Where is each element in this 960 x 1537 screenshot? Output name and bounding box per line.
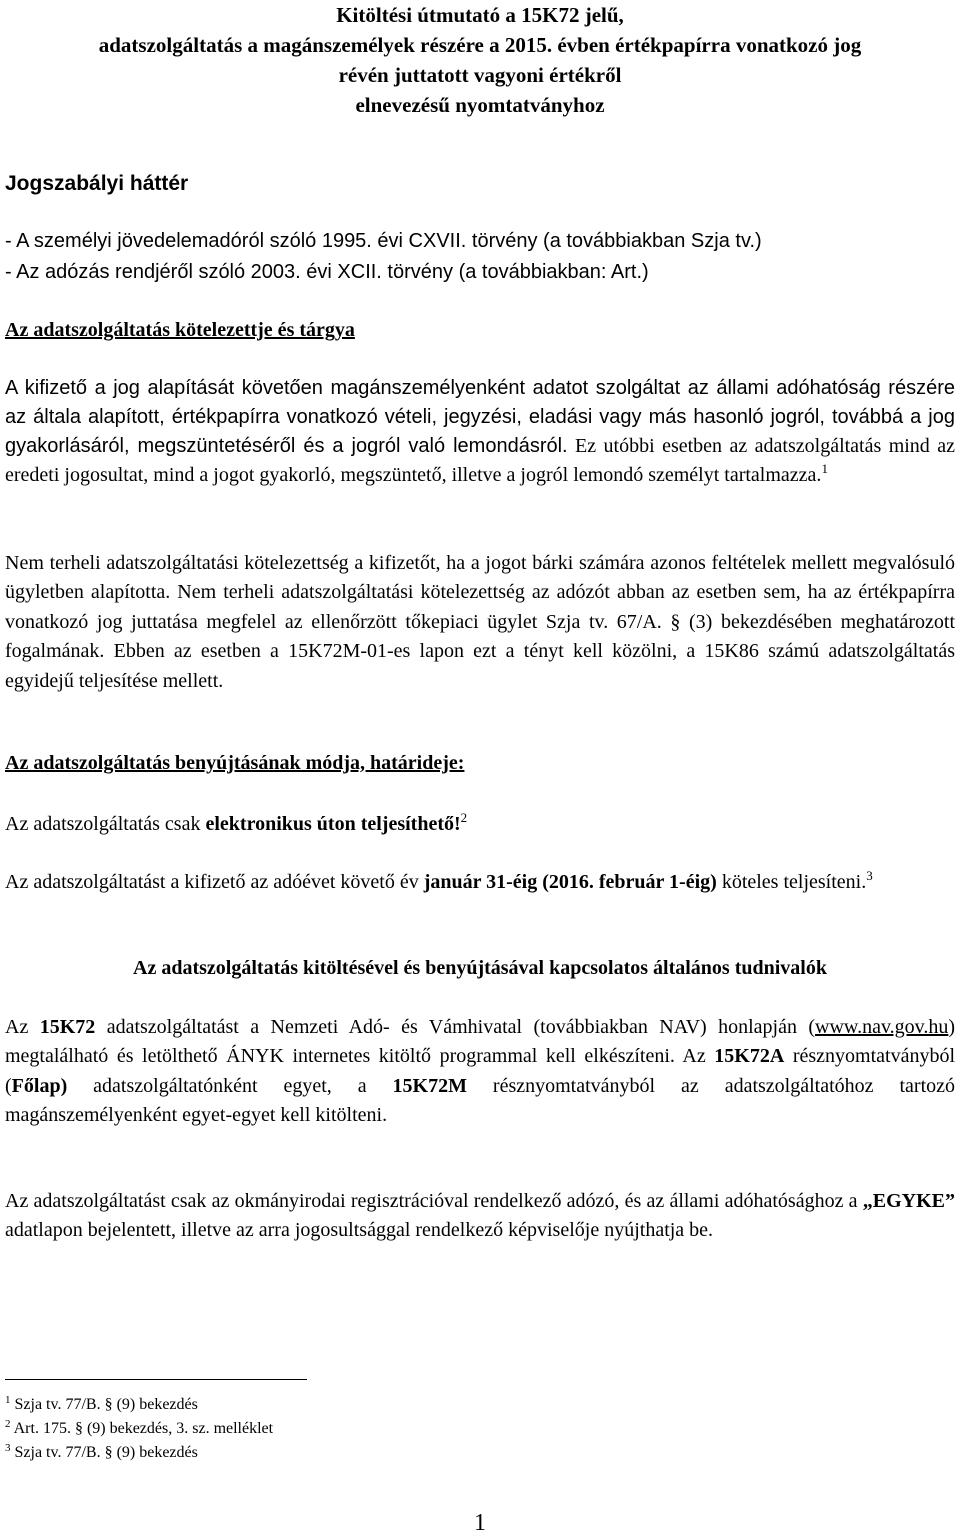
footnote-ref-1: 1: [821, 461, 828, 476]
general-p1-a: Az: [5, 1016, 40, 1038]
title-line-4: elnevezésű nyomtatványhoz: [355, 93, 605, 117]
general-p2-c: adatlapon bejelentett, illetve az arra jogosultsággal rendelkező képviselője nyújthatja be.: [5, 1219, 714, 1242]
footnote-3-number: 3: [5, 1442, 11, 1454]
general-p1-j: résznyomtatványból az adatszolgáltatóhoz tartozó magánszemélyenként egyet-egyet kell kitölteni.: [5, 1074, 955, 1127]
footnote-ref-2: 2: [460, 810, 468, 825]
general-p1-fo-lap: Főlap): [11, 1074, 68, 1097]
footnote-3-text: Szja tv. 77/B. § (9) bekezdés: [10, 1444, 198, 1461]
general-paragraph-2: [5, 1187, 955, 1246]
title-line-2: adatszolgáltatás a magánszemélyek részére a 2015. évben értékpapírra vonatkozó jog: [98, 33, 862, 57]
general-p1-form-a: 15K72A: [714, 1045, 785, 1068]
general-p1-form-code: 15K72: [39, 1016, 96, 1038]
footnote-ref-3: 3: [866, 868, 873, 883]
obligation-p1-sans: A kifizető a jog alapítását követően magánszemélyenként adatot szolgáltat az állami adóhatóság részére az általa alapított, értékpapírra vonatkozó vételi, jegyzési, eladási vagy más hasonló jogról, továbbá a jog gyakorlásáról, megszüntetéséről és a jogról való lemondásról.: [5, 377, 955, 457]
footnote-1-text: Szja tv. 77/B. § (9) bekezdés: [10, 1396, 198, 1413]
footnote-separator: [5, 1379, 307, 1380]
page-number: 1: [474, 1510, 486, 1536]
footnote-1-number: 1: [5, 1394, 11, 1406]
obligation-heading: Az adatszolgáltatás kötelezettje és tárgya: [5, 319, 355, 341]
footnote-2-number: 2: [5, 1418, 11, 1430]
general-p1-h: adatszolgáltatónként egyet, a: [67, 1074, 393, 1097]
obligation-paragraph-2: Nem terheli adatszolgáltatási kötelezettség a kifizetőt, ha a jogot bárki számára azonos feltételek mellett megvalósuló ügyletben alapította. Nem terheli adatszolgáltatási kötelezettség az adózót abban az esetben sem, ha az értékpapírra vonatkozó jog juttatása megfelel az ellenőrzött tőkepiaci ügylet Szja tv. 67/A. § (3) bekezdésében meghatározott fogalmának. Ebben az esetben a 15K72M-01-es lapon ezt a tényt kell közölni, a 15K86 számú adatszolgáltatás egyidejű teljesítése mellett.: [5, 552, 955, 692]
footnote-3: [5, 1444, 198, 1462]
law-item-art: - Az adózás rendjéről szóló 2003. évi XCII. törvény (a továbbiakban: Art.): [5, 261, 649, 283]
title-line-1: Kitöltési útmutató a 15K72 jelű,: [336, 3, 624, 27]
nav-website-link[interactable]: www.nav.gov.hu: [815, 1016, 949, 1038]
footnote-2-text: Art. 175. § (9) bekezdés, 3. sz. melléklet: [10, 1420, 274, 1437]
law-item-szja: - A személyi jövedelemadóról szóló 1995. évi CXVII. törvény (a továbbiakban Szja tv.): [5, 230, 762, 252]
submission-heading: Az adatszolgáltatás benyújtásának módja, határideje:: [5, 752, 465, 774]
submission-paragraph-2: [5, 868, 955, 897]
obligation-p1-serif: Ez utóbbi esetben az adatszolgáltatás mind az eredeti jogosultat, mind a jogot gyakorló, megszüntető, illetve a jogról lemondó személyt tartalmazza.: [5, 435, 955, 486]
general-paragraph-1: [5, 1013, 955, 1131]
document-title: [0, 0, 960, 120]
footnote-1: [5, 1396, 198, 1414]
general-p1-f: résznyomtatványból (: [5, 1045, 955, 1097]
submission-p2-bold: január 31-éig (2016. február 1-éig): [423, 871, 717, 893]
legal-background-heading: Jogszabályi háttér: [5, 172, 189, 195]
submission-p2-text: Az adatszolgáltatást a kifizető az adóévet követő év: [5, 871, 424, 893]
obligation-paragraph-1: [5, 374, 955, 490]
general-p1-form-m: 15K72M: [392, 1074, 467, 1097]
submission-p2-post: köteles teljesíteni.: [716, 871, 867, 893]
submission-paragraph-1: [5, 810, 955, 839]
general-p2-egyke: „EGYKE”: [862, 1190, 955, 1212]
submission-p1-bold: elektronikus úton teljesíthető!: [205, 813, 461, 835]
submission-p1-text: Az adatszolgáltatás csak: [5, 813, 206, 835]
title-line-3: révén juttatott vagyoni értékről: [338, 63, 622, 87]
general-p2-a: Az adatszolgáltatást csak az okmányirodai regisztrációval rendelkező adózó, és az állami adóhatósághoz a: [5, 1190, 863, 1212]
general-p1-d: ) megtalálható és letölthető ÁNYK internetes kitöltő programmal kell elkészíteni. Az: [5, 1016, 956, 1068]
footnote-2: [5, 1420, 273, 1438]
general-heading: Az adatszolgáltatás kitöltésével és benyújtásával kapcsolatos általános tudnivalók: [133, 957, 827, 979]
general-p1-c: adatszolgáltatást a Nemzeti Adó- és Vámhivatal (továbbiakban NAV) honlapján (: [95, 1016, 816, 1038]
